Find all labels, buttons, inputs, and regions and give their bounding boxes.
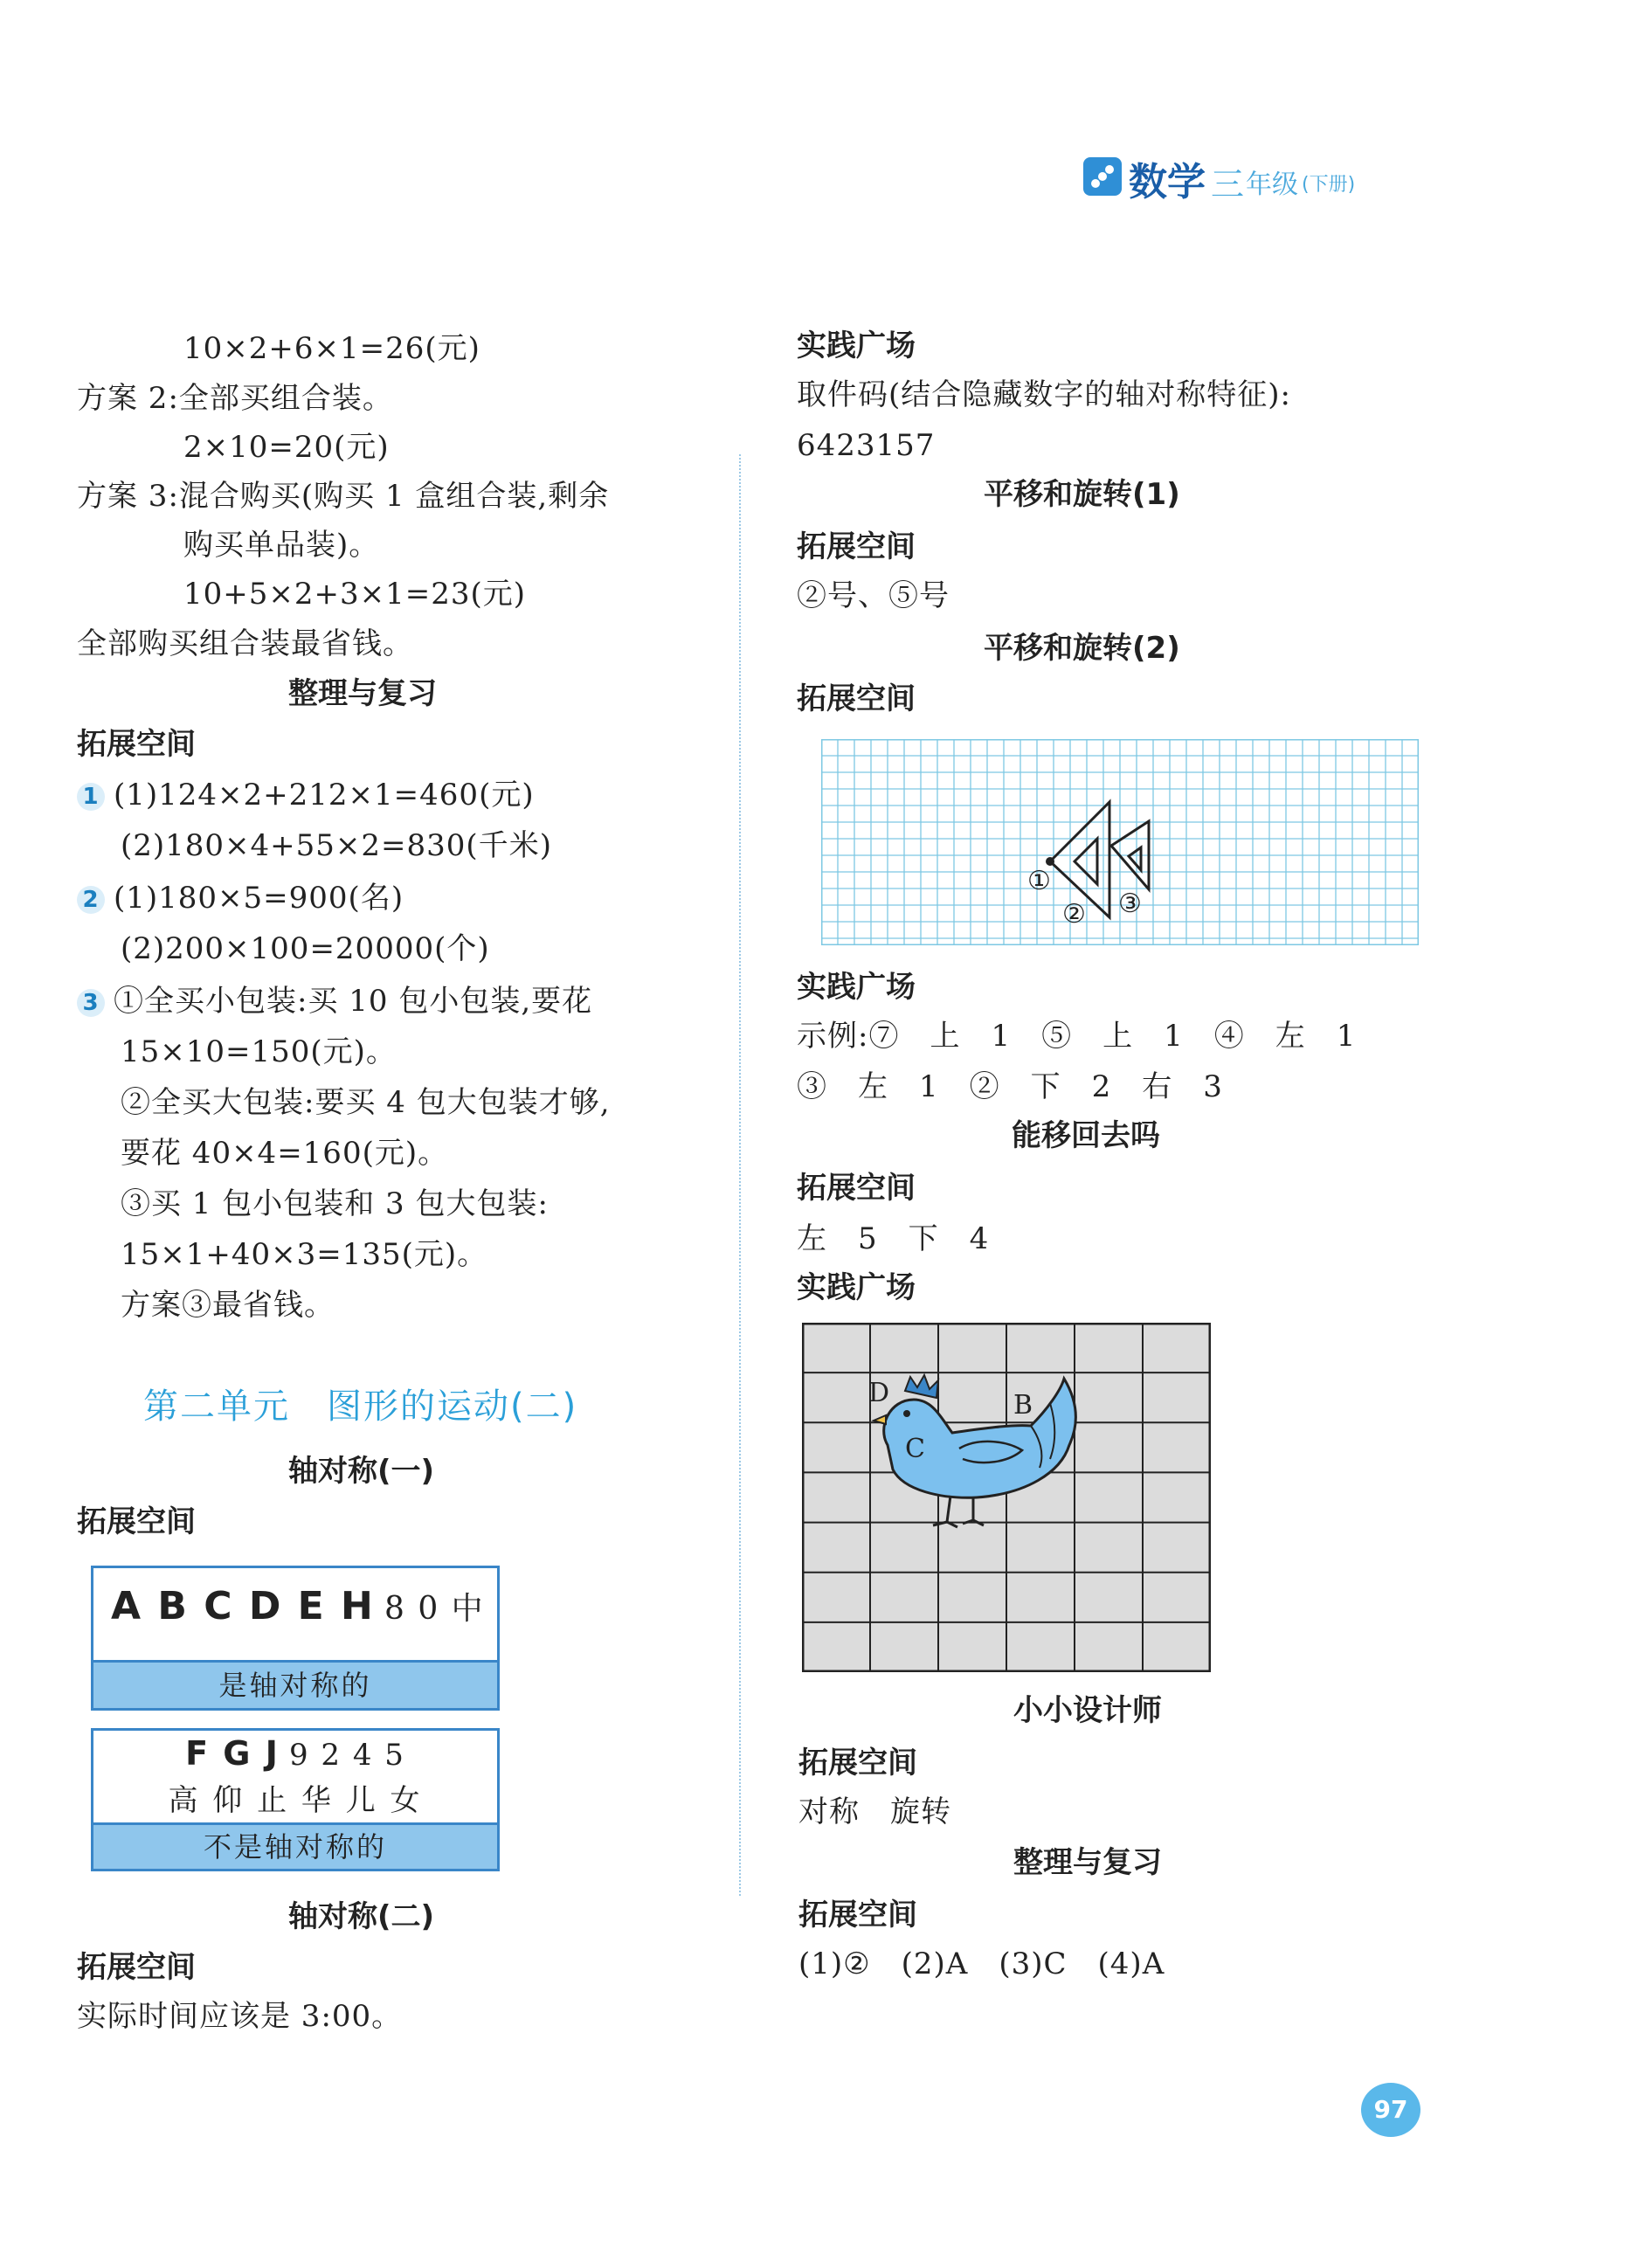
non-symmetric-label: 不是轴对称的 <box>93 1822 497 1869</box>
triangle-large-inner <box>1075 839 1097 884</box>
q2-line-1 <box>77 877 404 919</box>
symmetric-letters: A B C D E H <box>111 1584 375 1628</box>
page-number: 97 <box>1361 2083 1420 2137</box>
axis2-answer: 实际时间应该是 3:00。 <box>77 1999 403 2034</box>
axis2-title: 轴对称(二) <box>288 1899 435 1934</box>
header-brand <box>1083 147 1398 204</box>
grid-label-2: ② <box>1062 899 1086 930</box>
left-line-7: 全部购买组合装最省钱。 <box>77 626 413 661</box>
hen-grid <box>802 1323 1211 1672</box>
move1-answer: ②号、⑤号 <box>797 578 950 613</box>
q3-part-1: ①全买小包装:买 10 包小包装,要花 <box>114 984 593 1019</box>
axis2-subtitle: 拓展空间 <box>77 1950 196 1985</box>
review2-answer: (1)② (2)A (3)C (4)A <box>798 1946 1165 1981</box>
q1-part-1: (1)124×2+212×1=460(元) <box>114 778 535 812</box>
non-symmetric-chars: 高 仰 止 华 儿 女 <box>168 1783 423 1818</box>
column-divider <box>739 454 741 1896</box>
example-line-1: 示例:⑦ 上 1 ⑤ 上 1 ④ 左 1 <box>797 1019 1357 1054</box>
review-title: 整理与复习 <box>288 676 437 711</box>
move2-title: 平移和旋转(2) <box>984 631 1180 666</box>
q1-part-2: (2)180×4+55×2=830(千米) <box>121 828 552 863</box>
left-line-3: 2×10=20(元) <box>183 430 390 465</box>
grid-label-3: ③ <box>1118 889 1142 919</box>
q3-part-5: ③买 1 包小包装和 3 包大包装: <box>121 1186 549 1221</box>
left-line-2: 方案 2:全部买组合装。 <box>77 381 393 416</box>
q3-part-6: 15×1+40×3=135(元)。 <box>121 1237 488 1272</box>
practice-heading-1: 实践广场 <box>797 328 916 363</box>
dice-icon <box>1083 157 1122 196</box>
hen-label-c: C <box>905 1434 925 1464</box>
axis1-title: 轴对称(一) <box>288 1454 435 1489</box>
header-volume: (下册) <box>1302 174 1356 196</box>
q1-line-1 <box>77 774 535 816</box>
practice-heading-2: 实践广场 <box>797 970 916 1005</box>
q3-part-4: 要花 40×4=160(元)。 <box>121 1136 449 1171</box>
grid-label-1: ① <box>1027 866 1051 896</box>
rotation-grid <box>821 739 1419 945</box>
left-line-6: 10+5×2+3×1=23(元) <box>183 577 527 612</box>
example-line-2: ③ 左 1 ② 下 2 右 3 <box>797 1069 1223 1104</box>
left-line-5: 购买单品装)。 <box>183 528 380 563</box>
q2-part-1: (1)180×5=900(名) <box>114 881 404 916</box>
review2-title: 整理与复习 <box>1013 1845 1162 1880</box>
q2-number-badge: 2 <box>77 886 105 914</box>
q3-part-7: 方案③最省钱。 <box>121 1288 335 1323</box>
q3-line-1 <box>77 980 592 1022</box>
non-symmetric-row-1 <box>93 1734 497 1773</box>
non-symmetric-box <box>91 1728 500 1871</box>
symmetric-row <box>93 1584 497 1628</box>
code-line: 取件码(结合隐藏数字的轴对称特征): <box>797 377 1291 412</box>
back-subtitle: 拓展空间 <box>797 1171 916 1206</box>
hen-label-b: B <box>1013 1390 1033 1421</box>
q1-number-badge: 1 <box>77 783 105 811</box>
header-grade-number: 三 <box>1211 165 1245 204</box>
symmetric-box <box>91 1566 500 1711</box>
axis1-subtitle: 拓展空间 <box>77 1504 196 1539</box>
designer-subtitle: 拓展空间 <box>798 1746 917 1781</box>
designer-title: 小小设计师 <box>1013 1693 1162 1728</box>
q2-part-2: (2)200×100=20000(个) <box>121 931 490 966</box>
designer-answer: 对称 旋转 <box>798 1794 951 1829</box>
move1-subtitle: 拓展空间 <box>797 529 916 564</box>
left-line-4: 方案 3:混合购买(购买 1 盒组合装,剩余 <box>77 479 610 514</box>
back-title: 能移回去吗 <box>1012 1118 1160 1153</box>
left-line-1: 10×2+6×1=26(元) <box>183 331 480 366</box>
move2-subtitle: 拓展空间 <box>797 681 916 716</box>
unit-title: 第二单元 图形的运动(二) <box>143 1386 578 1427</box>
rotation-center-point <box>1046 857 1054 866</box>
move1-title: 平移和旋转(1) <box>984 477 1180 512</box>
symmetric-label: 是轴对称的 <box>93 1660 497 1708</box>
hen-label-d: D <box>868 1378 890 1408</box>
back-answer: 左 5 下 4 <box>797 1221 990 1256</box>
q3-part-2: 15×10=150(元)。 <box>121 1034 397 1069</box>
symmetric-tail: 8 0 中 <box>384 1591 485 1627</box>
q3-number-badge: 3 <box>77 989 105 1017</box>
non-symmetric-letters: F G J <box>185 1734 280 1773</box>
header-grade-word: 年级 <box>1246 169 1298 200</box>
header-subject: 数学 <box>1129 160 1206 204</box>
review2-subtitle: 拓展空间 <box>798 1898 917 1933</box>
review-subtitle: 拓展空间 <box>77 727 196 762</box>
non-symmetric-digits: 9 2 4 5 <box>288 1738 405 1773</box>
q3-part-3: ②全买大包装:要买 4 包大包装才够, <box>121 1085 611 1120</box>
practice-heading-3: 实践广场 <box>797 1270 916 1305</box>
code-value: 6423157 <box>797 428 936 463</box>
